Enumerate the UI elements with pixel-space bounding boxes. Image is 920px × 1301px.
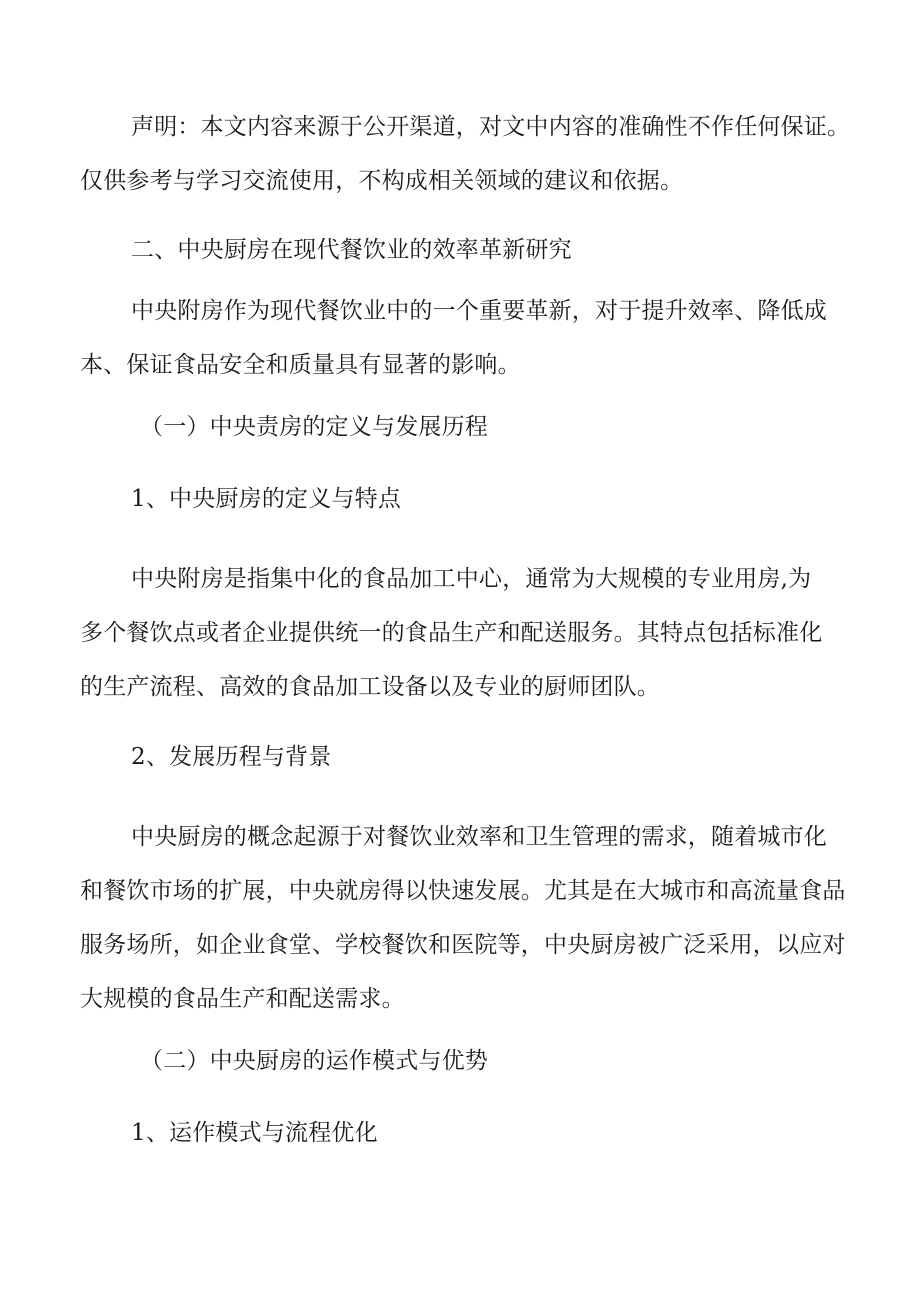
intro-line-1: 中央附房作为现代餐饮业中的一个重要革新，对于提升效率、降低成	[131, 298, 827, 324]
subsection-2-title: （二）中央厨房的运作模式与优势	[140, 1048, 488, 1074]
item-1-line-2: 多个餐饮点或者企业提供统一的食品生产和配送服务。其特点包括标准化	[80, 620, 823, 646]
subsection-1-title: （一）中央责房的定义与发展历程	[140, 414, 488, 440]
item-1-line-1: 中央附房是指集中化的食品加工中心，通常为大规模的专业用房,为	[131, 566, 812, 592]
item-2-line-1: 中央厨房的概念起源于对餐饮业效率和卫生管理的需求，随着城市化	[131, 824, 827, 850]
subsection-2-item-1-title: 1、运作模式与流程优化	[131, 1120, 378, 1146]
intro-line-2: 本、保证食品安全和质量具有显著的影响。	[80, 352, 521, 378]
item-2-title: 2、发展历程与背景	[131, 744, 332, 770]
item-2-line-4: 大规模的食品生产和配送需求。	[80, 986, 405, 1012]
item-2-line-3: 服务场所，如企业食堂、学校餐饮和医院等，中央厨房被广泛采用，以应对	[80, 932, 846, 958]
item-2-line-2: 和餐饮市场的扩展，中央就房得以快速发展。尤其是在大城市和高流量食品	[80, 878, 846, 904]
section-title: 二、中央厨房在现代餐饮业的效率革新研究	[131, 237, 572, 263]
disclaimer-line-2: 仅供参考与学习交流使用，不构成相关领域的建议和依据。	[80, 168, 684, 194]
item-1-line-3: 的生产流程、高效的食品加工设备以及专业的厨师团队。	[80, 674, 660, 700]
item-1-title: 1、中央厨房的定义与特点	[131, 486, 402, 512]
disclaimer-line-1: 声明：本文内容来源于公开渠道，对文中内容的准确性不作任何保证。	[131, 114, 851, 140]
